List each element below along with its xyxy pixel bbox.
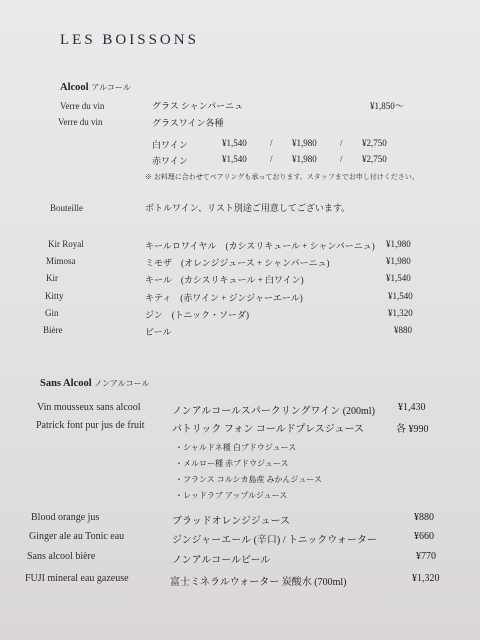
wine-price-3: ¥2,750 — [362, 154, 387, 164]
item-fr: Kir Royal — [48, 239, 84, 249]
slash: / — [340, 154, 343, 164]
vin1-jp: グラス シャンパーニュ — [152, 101, 244, 111]
wine-name: 白ワイン — [152, 140, 188, 150]
section-title: Sans Alcool — [40, 378, 92, 389]
juice-item: ・シャルドネ種 白ブドウジュース — [175, 443, 297, 452]
menu-row — [0, 420, 480, 435]
menu-row — [0, 531, 480, 546]
menu-row — [0, 239, 480, 253]
wine-price-2: ¥1,980 — [292, 138, 317, 148]
item-fr: Bière — [43, 325, 63, 335]
section-title-jp: アルコール — [91, 83, 131, 92]
item-fr: FUJI mineral eau gazeuse — [25, 573, 129, 584]
slash: / — [340, 138, 343, 148]
bouteille-jp: ボトルワイン、リスト別途ご用意してございます。 — [145, 203, 351, 213]
item-price: ¥1,540 — [388, 291, 413, 301]
page-title: LES BOISSONS — [60, 32, 199, 48]
menu-row — [0, 551, 480, 566]
section-header-sans-alcool — [40, 378, 149, 389]
item-fr: Patrick font pur jus de fruit — [36, 420, 145, 431]
menu-row — [0, 325, 480, 339]
item-price: ¥1,540 — [386, 273, 411, 283]
item-price: ¥1,320 — [412, 573, 440, 584]
slash: / — [270, 154, 273, 164]
item-jp: キール (カシスリキュール + 白ワイン) — [145, 275, 304, 285]
wine-name: 赤ワイン — [152, 156, 188, 166]
item-jp: キールロワイヤル (カシスリキュール + シャンパーニュ) — [145, 241, 375, 251]
item-price: ¥770 — [416, 551, 436, 562]
item-jp: ジン (トニック・ソーダ) — [145, 310, 250, 320]
item-price: ¥1,320 — [388, 308, 413, 318]
item-jp: ノンアルコールビール — [172, 555, 271, 566]
menu-row — [0, 573, 480, 588]
wine-price-1: ¥1,540 — [222, 154, 247, 164]
menu-row — [0, 512, 480, 527]
item-price: ¥1,980 — [386, 256, 411, 266]
menu-row — [0, 308, 480, 322]
item-jp: ブラッドオレンジジュース — [172, 516, 291, 527]
section-title: Alcool — [60, 82, 89, 93]
vin2-jp: グラスワイン各種 — [152, 118, 224, 128]
vin1-price: ¥1,850〜 — [370, 101, 404, 111]
wine-row-white — [0, 138, 480, 152]
vin1-fr: Verre du vin — [60, 101, 105, 111]
pairing-note: ※ お料理に合わせてペアリングも承っております。スタッフまでお申し付けください。 — [145, 173, 419, 181]
section-title-jp: ノンアルコール — [94, 379, 150, 388]
slash: / — [270, 138, 273, 148]
item-jp: パトリック フォン コールドプレスジュース — [172, 424, 364, 435]
wine-row-red — [0, 154, 480, 168]
item-fr: Gin — [45, 308, 59, 318]
item-price: ¥880 — [414, 512, 434, 523]
item-fr: Kir — [46, 273, 58, 283]
item-fr: Ginger ale au Tonic eau — [29, 531, 125, 542]
item-jp: ミモザ (オレンジジュース + シャンパーニュ) — [145, 258, 330, 268]
juice-item: ・レッドラブ アップルジュース — [175, 491, 288, 500]
item-jp: キティ (赤ワイン + ジンジャーエール) — [145, 293, 303, 303]
item-fr: Sans alcool bière — [27, 551, 96, 562]
item-fr: Mimosa — [46, 256, 76, 266]
item-jp: ジンジャーエール (辛口) / トニックウォーター — [172, 535, 377, 546]
item-fr: Vin mousseux sans alcool — [37, 402, 141, 413]
wine-price-1: ¥1,540 — [222, 138, 247, 148]
bouteille-fr: Bouteille — [50, 203, 83, 213]
menu-row — [0, 273, 480, 287]
juice-item: ・メルロー種 赤ブドウジュース — [175, 459, 289, 468]
menu-row — [0, 291, 480, 305]
wine-price-2: ¥1,980 — [292, 154, 317, 164]
section-header-alcool — [60, 82, 131, 93]
menu-row — [0, 256, 480, 270]
item-fr: Blood orange jus — [31, 512, 100, 523]
menu-row — [0, 402, 480, 417]
juice-item: ・フランス コルシカ島産 みかんジュース — [175, 475, 322, 484]
item-price: ¥1,430 — [398, 402, 426, 413]
item-price: ¥880 — [394, 325, 412, 335]
item-price: ¥1,980 — [386, 239, 411, 249]
item-jp: ビール — [145, 327, 172, 337]
item-price: ¥660 — [414, 531, 434, 542]
wine-price-3: ¥2,750 — [362, 138, 387, 148]
item-price: 各 ¥990 — [396, 424, 429, 435]
item-fr: Kitty — [45, 291, 64, 301]
item-jp: 富士ミネラルウォーター 炭酸水 (700ml) — [170, 577, 347, 588]
item-jp: ノンアルコールスパークリングワイン (200ml) — [172, 406, 375, 417]
vin2-fr: Verre du vin — [58, 117, 103, 127]
